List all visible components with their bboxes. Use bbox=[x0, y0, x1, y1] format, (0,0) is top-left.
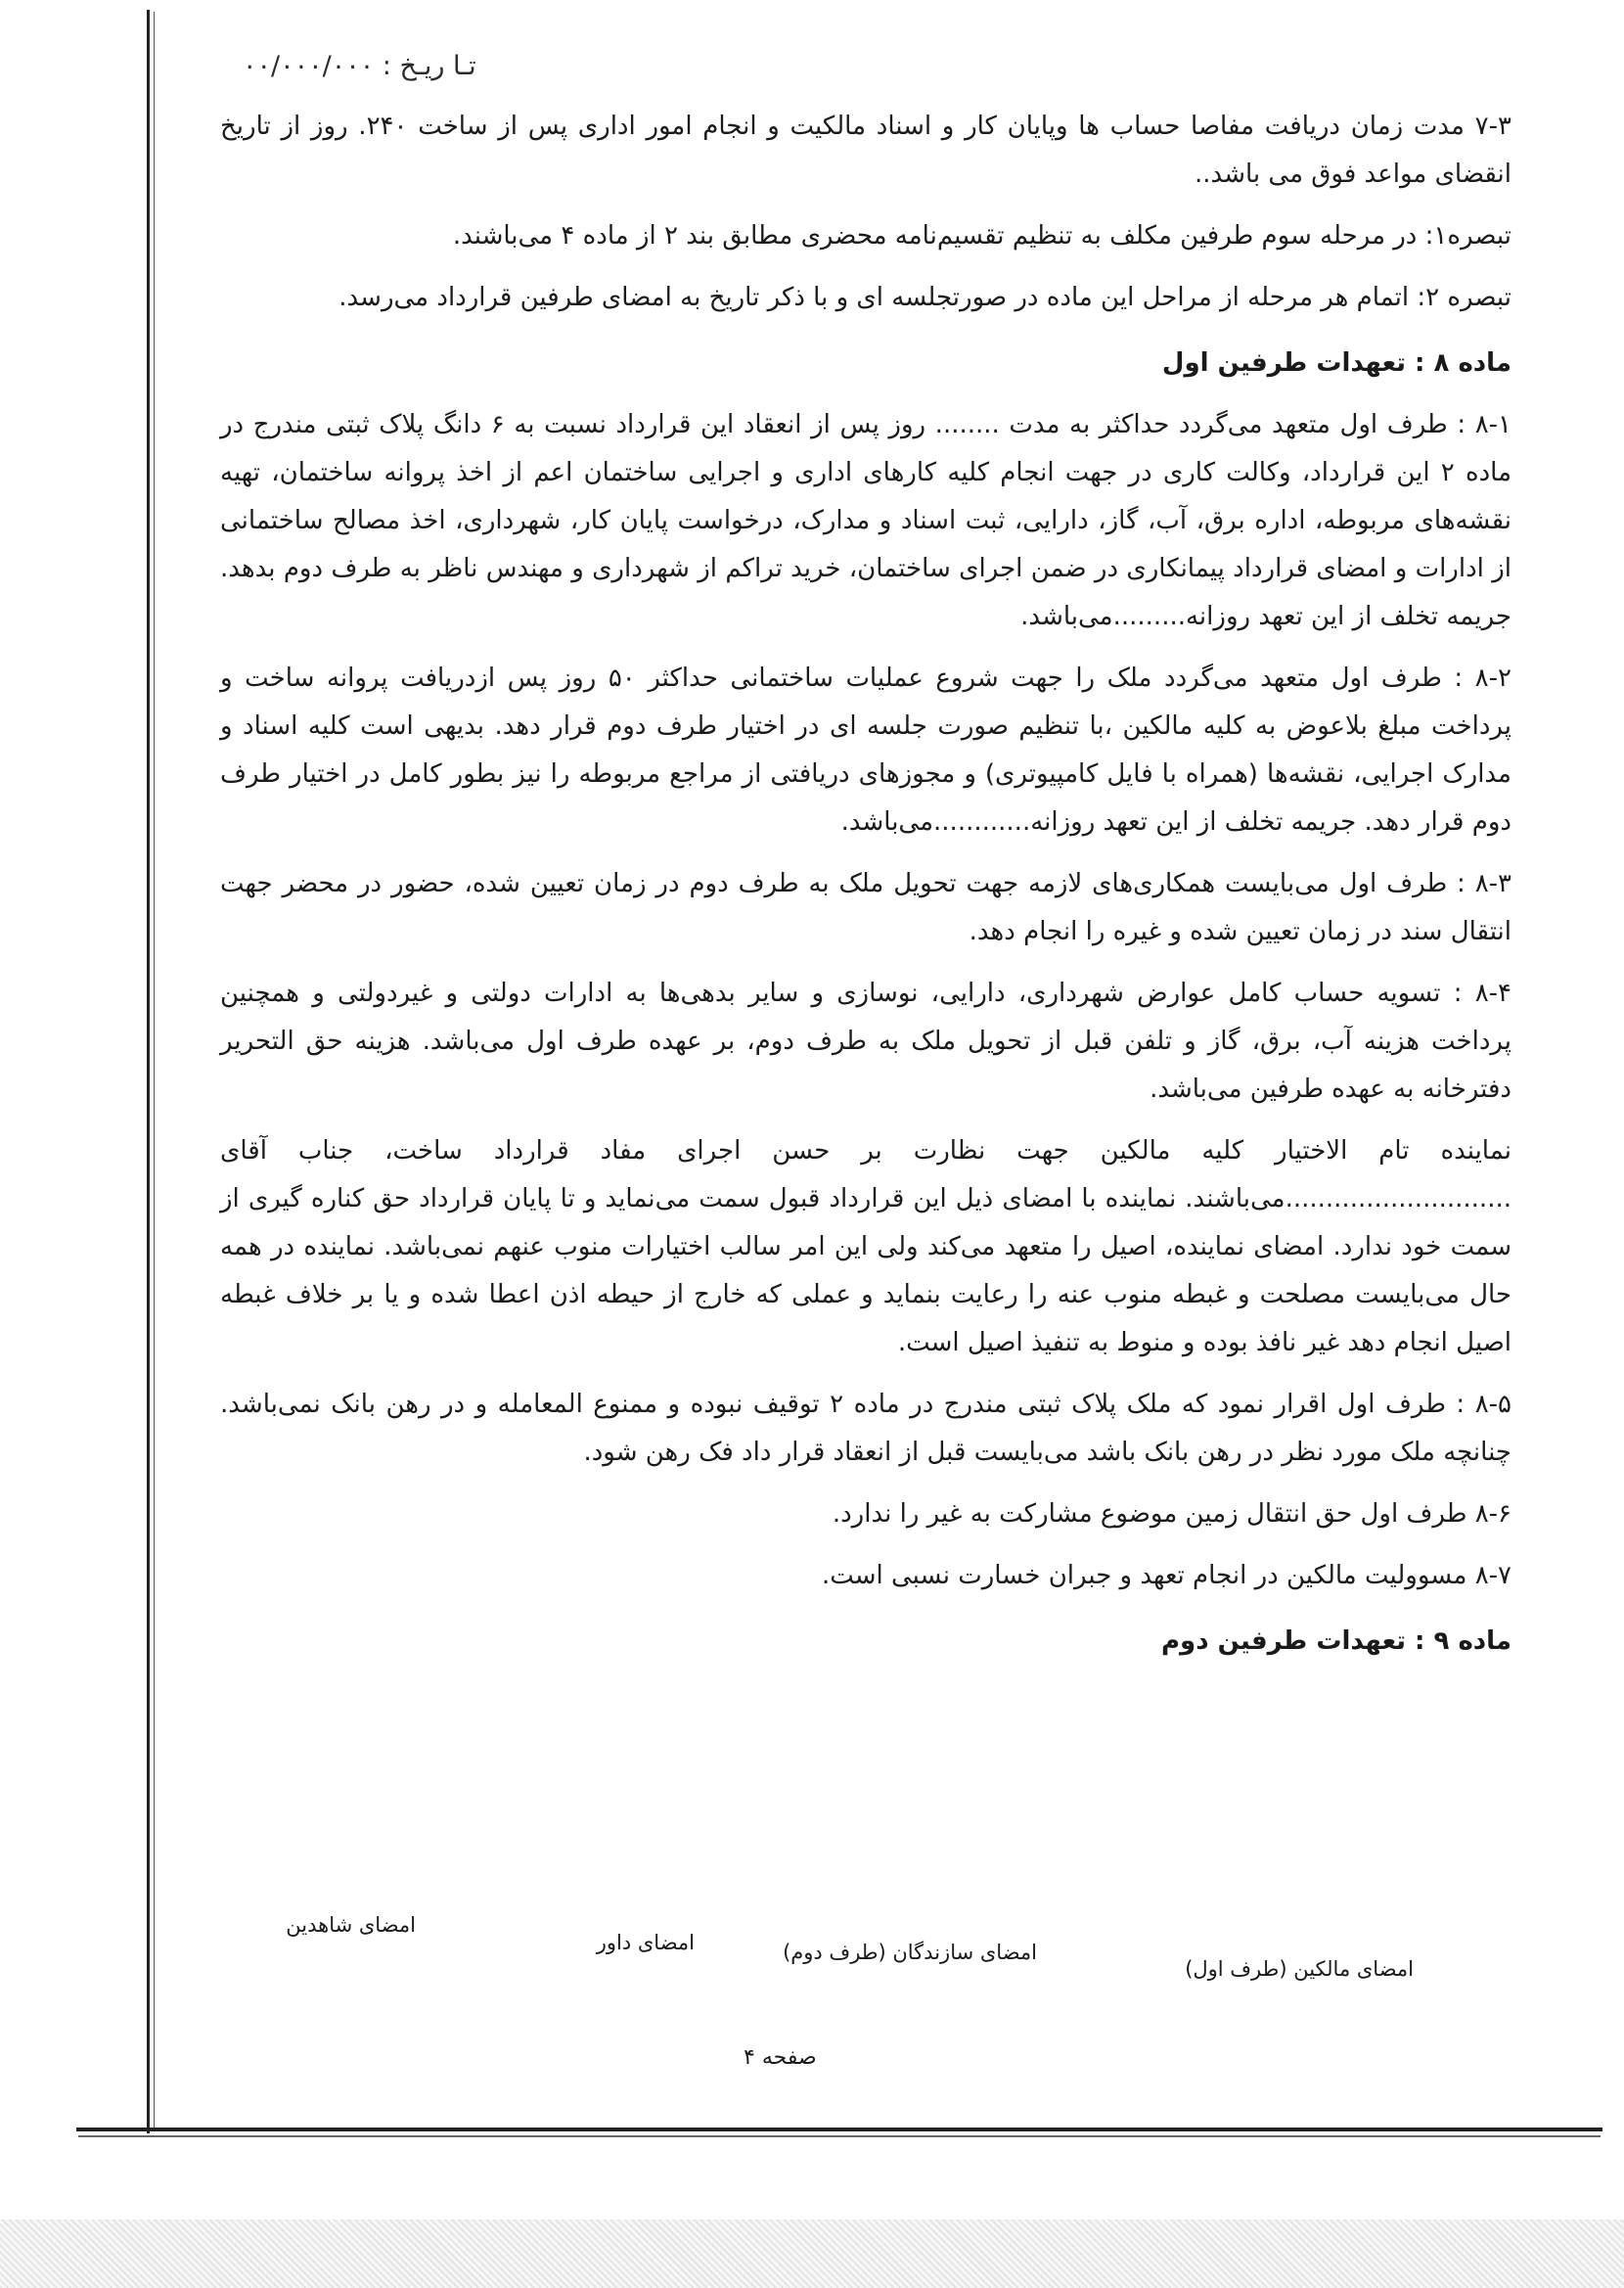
contract-paragraph: تبصره ۲: اتمام هر مرحله از مراحل این ماده در صورتجلسه ای و با ذکر تاریخ به امضای طرفین قرارداد می‌رسد. bbox=[338, 283, 1511, 312]
contract-paragraph: ۸-۴ : تسویه حساب کامل عوارض شهرداری، دارایی، نوسازی و سایر بدهی‌ها به ادارات دولتی و غیردولتی و همچنین پرداخت هزینه آب، برق، گاز و تلفن قبل از تحویل ملک به طرف دوم، بر عهده طرف اول می‌باشد. هزینه حق التحریر دفترخانه به عهده طرفین می‌باشد. bbox=[220, 979, 1511, 1104]
signature-row bbox=[186, 1913, 1414, 1981]
signature-arbiter: امضای داور bbox=[596, 1931, 695, 1954]
signature-owners: امضای مالکین (طرف اول) bbox=[1185, 1957, 1414, 1981]
date-line: تـا ریـخ : ۰۰/۰۰۰/۰۰۰ bbox=[243, 51, 476, 81]
signature-builders: امضای سازندگان (طرف دوم) bbox=[783, 1941, 1037, 1964]
page-number: صفحه ۴ bbox=[744, 2045, 817, 2070]
article-heading: ماده ۸ : تعهدات طرفین اول bbox=[1161, 348, 1511, 378]
page-frame-left-inner-line bbox=[154, 12, 155, 2130]
contract-paragraph: ۸-۲ : طرف اول متعهد می‌گردد ملک را جهت شروع عملیات ساختمانی حداکثر ۵۰ روز پس ازدریافت پروانه ساخت و پرداخت مبلغ بلاعوض به کلیه مالکین ،با تنظیم صورت جلسه ای در اختیار طرف دوم قرار دهد. بدیهی است کلیه اسناد و مدارک اجرایی، نقشه‌ها (همراه با فایل کامپیوتری) و مجوزهای دریافتی از مراجع مربوطه را نیز بطور کامل در اختیار طرف دوم قرار دهد. جریمه تخلف از این تعهد روزانه............می‌باشد. bbox=[220, 664, 1511, 837]
contract-paragraph: ۸-۳ : طرف اول می‌بایست همکاری‌های لازمه جهت تحویل ملک به طرف دوم در زمان تعیین شده، حضور در محضر جهت انتقال سند در زمان تعیین شده و غیره را انجام دهد. bbox=[220, 869, 1511, 946]
document-body bbox=[220, 103, 1511, 1679]
page-frame-left-line bbox=[147, 10, 150, 2133]
contract-paragraph: ۸-۵ : طرف اول اقرار نمود که ملک پلاک ثبتی مندرج در ماده ۲ توقیف نبوده و ممنوع المعامله و در رهن بانک نمی‌باشد. چنانچه ملک مورد نظر در رهن بانک باشد می‌بایست قبل از انعقاد قرار داد فک رهن شود. bbox=[220, 1390, 1511, 1467]
scan-edge-pattern bbox=[0, 2219, 1624, 2288]
page-frame-bottom-line bbox=[76, 2128, 1602, 2131]
contract-paragraph: نماینده تام الاختیار کلیه مالکین جهت نظارت بر حسن اجرای مفاد قرارداد ساخت، جناب آقای ............................می‌باشند. نماینده با امضای ذیل این قرارداد قبول سمت می‌نماید و تا پایان قرارداد حق کناره گیری از سمت خود ندارد. امضای نماینده، اصیل را متعهد می‌کند ولی این امر سالب اختیارات منوب عنهم نمی‌باشد. نماینده در همه حال می‌بایست مصلحت و غبطه منوب عنه را رعایت بنماید و عملی که خارج از حیطه اذن اعطا شده و یا بر خلاف غبطه اصیل انجام دهد غیر نافذ بوده و منوط به تنفیذ اصیل است. bbox=[220, 1136, 1511, 1357]
article-heading: ماده ۹ : تعهدات طرفین دوم bbox=[1160, 1626, 1511, 1656]
page-frame-bottom-inner-line bbox=[78, 2135, 1601, 2137]
contract-paragraph: ۸-۷ مسوولیت مالکین در انجام تعهد و جبران خسارت نسبی است. bbox=[821, 1561, 1511, 1590]
signature-witnesses: امضای شاهدین bbox=[286, 1913, 416, 1937]
contract-paragraph: ۸-۶ طرف اول حق انتقال زمین موضوع مشارکت به غیر را ندارد. bbox=[832, 1499, 1511, 1529]
contract-paragraph: ۸-۱ : طرف اول متعهد می‌گردد حداکثر به مدت ........ روز پس از انعقاد این قرارداد نسبت به ۶ دانگ پلاک ثبتی مندرج در ماده ۲ این قرارداد، وکالت کاری در جهت انجام کلیه کارهای اداری و اجرایی ساختمان اعم از اخذ پروانه ساختمان، تهیه نقشه‌های مربوطه، اداره برق، آب، گاز، دارایی، ثبت اسناد و مدارک، درخواست پایان کار، شهرداری، اخذ مصالح ساختمانی از ادارات و امضای قرارداد پیمانکاری در ضمن اجرای ساختمان، خرید تراکم از شهرداری و مهندس ناظر به طرف دوم بدهد. جریمه تخلف از این تعهد روزانه.........می‌باشد. bbox=[220, 410, 1511, 631]
contract-paragraph: تبصره۱: در مرحله سوم طرفین مکلف به تنظیم تقسیم‌نامه محضری مطابق بند ۲ از ماده ۴ می‌باشند. bbox=[452, 221, 1511, 251]
contract-paragraph: ۷-۳ مدت زمان دریافت مفاصا حساب ها وپایان کار و اسناد مالکیت و انجام امور اداری پس از ساخت ۲۴۰. روز از تاریخ انقضای مواعد فوق می باشد.. bbox=[220, 112, 1511, 189]
